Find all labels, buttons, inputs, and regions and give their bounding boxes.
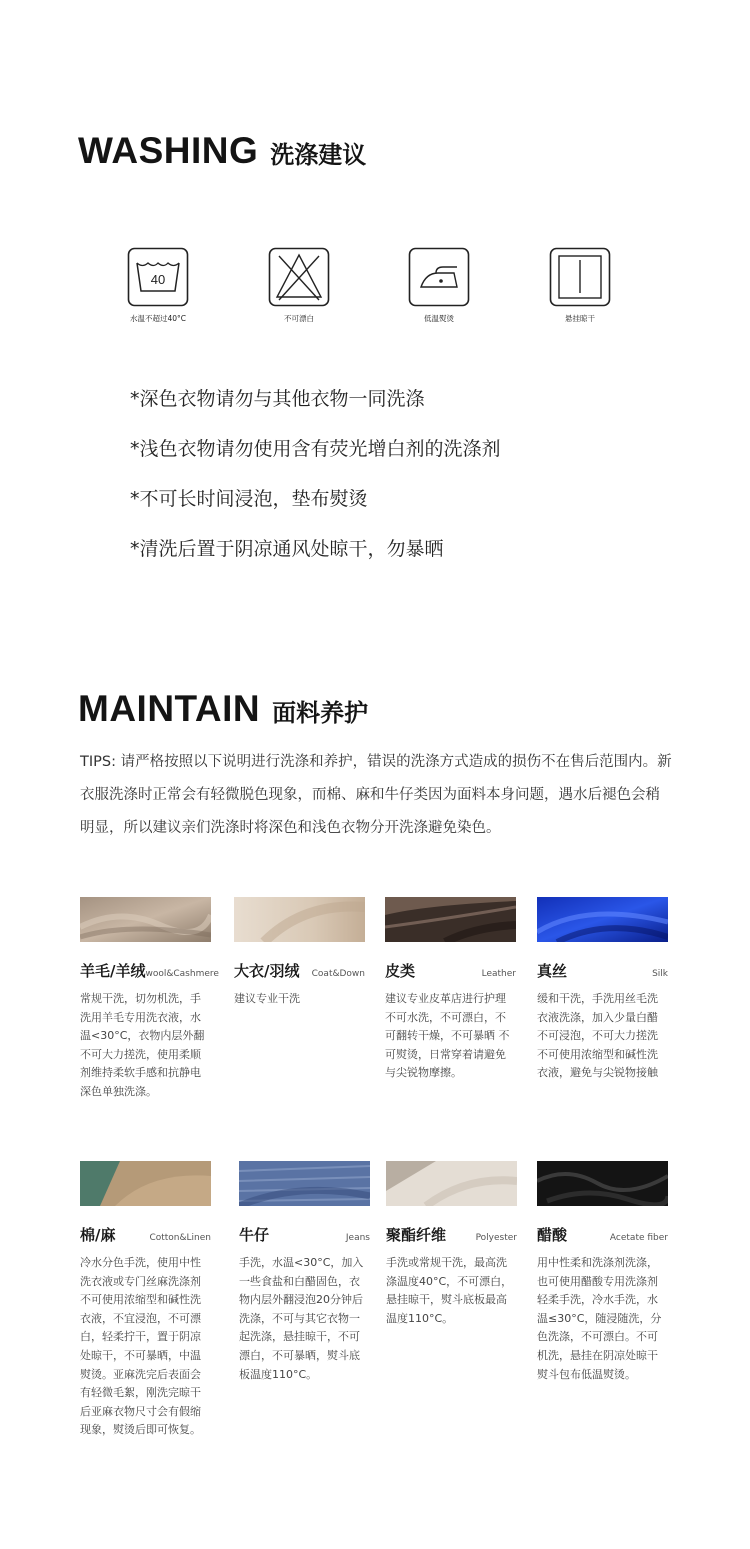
fabric-description: 手洗，水温<30°C，加入一些食盐和白醋固色，衣物内层外翻浸泡20分钟后洗涤，不可与其它衣物一起洗涤，悬挂晾干，不可漂白，不可暴晒，熨斗底板温度110°C。 [239, 1256, 364, 1381]
care-label-wash-40: 水温不超过40°C [129, 314, 187, 323]
fabric-card-polyester [386, 1161, 517, 1328]
fabric-description: 建议专业皮革店进行护理不可水洗，不可漂白，不可翻转干燥，不可暴晒 不可熨烫，日常穿着请避免与尖锐物摩擦。 [385, 992, 510, 1080]
washing-title-en: WASHING [78, 130, 259, 171]
fabric-name-en: Jeans [345, 1233, 370, 1243]
fabric-header [537, 1224, 668, 1245]
fabric-name-cn: 羊毛/羊绒 [80, 962, 146, 980]
care-label-low-iron: 低温熨烫 [424, 314, 454, 323]
fabric-header [80, 960, 219, 981]
fabric-card-wool [80, 897, 219, 1102]
fabric-name-cn: 醋酸 [537, 1226, 568, 1244]
fabric-description: 用中性柔和洗涤剂洗涤，也可使用醋酸专用洗涤剂轻柔手洗，冷水手洗，水温≤30°C，随浸随洗，分色洗涤，不可漂白。不可机洗，悬挂在阴凉处晾干熨斗包布低温熨烫。 [537, 1256, 662, 1381]
care-item-hang-dry [510, 247, 650, 324]
fabric-header [239, 1224, 370, 1245]
fabric-header [386, 1224, 517, 1245]
fabric-swatch-coat [234, 897, 365, 942]
fabric-card-acetate [537, 1161, 668, 1384]
fabric-swatch-jeans [239, 1161, 370, 1206]
fabric-name-en: Cotton&Linen [149, 1233, 211, 1243]
fabric-description: 缓和干洗，手洗用丝毛洗衣液洗涤，加入少量白醋不可浸泡，不可大力搓洗不可使用浓缩型和碱性洗衣液，避免与尖锐物接触 [537, 992, 658, 1080]
fabric-header [537, 960, 668, 981]
fabric-name-en: wool&Cashmere [145, 969, 219, 979]
fabric-card-coat [234, 897, 365, 1009]
washing-title-cn: 洗涤建议 [270, 141, 367, 169]
washing-title [78, 130, 366, 172]
fabric-name-cn: 大衣/羽绒 [234, 962, 300, 980]
maintain-title [78, 688, 368, 730]
wash-40-icon [127, 247, 189, 307]
care-item-no-bleach [229, 247, 369, 324]
fabric-description: 建议专业干洗 [234, 992, 300, 1005]
fabric-card-cotton-linen [80, 1161, 211, 1440]
wash-temp-number: 40 [150, 272, 166, 287]
fabric-card-jeans [239, 1161, 370, 1384]
washing-tip: *深色衣物请勿与其他衣物一同洗涤 [130, 388, 425, 410]
care-item-wash-40 [88, 247, 228, 324]
fabric-header [385, 960, 516, 981]
fabric-description: 冷水分色手洗，使用中性洗衣液或专门丝麻洗涤剂不可使用浓缩型和碱性洗衣液，不宜浸泡，不可漂白，轻柔拧干，置于阴凉处晾干，不可暴晒，中温熨烫。亚麻洗完后表面会有轻微毛絮，刚洗完晾干后亚麻衣物尺寸会有假缩现象，熨烫后即可恢复。 [80, 1256, 201, 1437]
maintain-tips-paragraph: TIPS: 请严格按照以下说明进行洗涤和养护，错误的洗涤方式造成的损伤不在售后范围内。新衣服洗涤时正常会有轻微脱色现象，而棉、麻和牛仔类因为面料本身问题，遇水后褪色会稍明显，所以建议亲们洗涤时将深色和浅色衣物分开洗涤避免染色。 [80, 754, 672, 836]
fabric-card-silk [537, 897, 668, 1083]
fabric-swatch-silk [537, 897, 668, 942]
care-label-no-bleach: 不可漂白 [284, 314, 314, 323]
low-iron-icon [408, 247, 470, 307]
fabric-name-cn: 皮类 [385, 962, 416, 980]
fabric-swatch-cotton-linen [80, 1161, 211, 1206]
fabric-name-en: Acetate fiber [609, 1233, 668, 1243]
maintain-title-cn: 面料养护 [272, 699, 369, 727]
hang-dry-icon [549, 247, 611, 307]
fabric-swatch-wool [80, 897, 211, 942]
fabric-name-en: Polyester [475, 1233, 517, 1243]
fabric-swatch-acetate [537, 1161, 668, 1206]
fabric-name-cn: 聚酯纤维 [386, 1226, 447, 1244]
fabric-description: 手洗或常规干洗，最高洗涤温度40°C，不可漂白，悬挂晾干，熨斗底板最高温度110°C。 [386, 1256, 513, 1325]
fabric-description: 常规干洗，切勿机洗，手洗用羊毛专用洗衣液，水温<30°C，衣物内层外翻不可大力搓洗，使用柔顺剂维持柔软手感和抗静电深色单独洗涤。 [80, 992, 205, 1098]
washing-tip: *浅色衣物请勿使用含有荧光增白剂的洗涤剂 [130, 438, 501, 460]
maintain-title-en: MAINTAIN [78, 688, 261, 729]
fabric-swatch-leather [385, 897, 516, 942]
fabric-name-en: Silk [652, 969, 668, 979]
fabric-header [80, 1224, 211, 1245]
fabric-name-cn: 牛仔 [239, 1226, 270, 1244]
washing-tip: *清洗后置于阴凉通风处晾干，勿暴晒 [130, 538, 444, 560]
care-label-hang-dry: 悬挂晾干 [565, 314, 595, 323]
fabric-name-en: Coat&Down [311, 969, 365, 979]
fabric-name-cn: 真丝 [537, 962, 568, 980]
washing-tip: *不可长时间浸泡，垫布熨烫 [130, 488, 368, 510]
fabric-name-en: Leather [481, 969, 516, 979]
fabric-name-cn: 棉/麻 [80, 1226, 116, 1244]
care-item-low-iron [369, 247, 509, 324]
no-bleach-icon [268, 247, 330, 307]
fabric-header [234, 960, 365, 981]
fabric-swatch-polyester [386, 1161, 517, 1206]
fabric-card-leather [385, 897, 516, 1083]
